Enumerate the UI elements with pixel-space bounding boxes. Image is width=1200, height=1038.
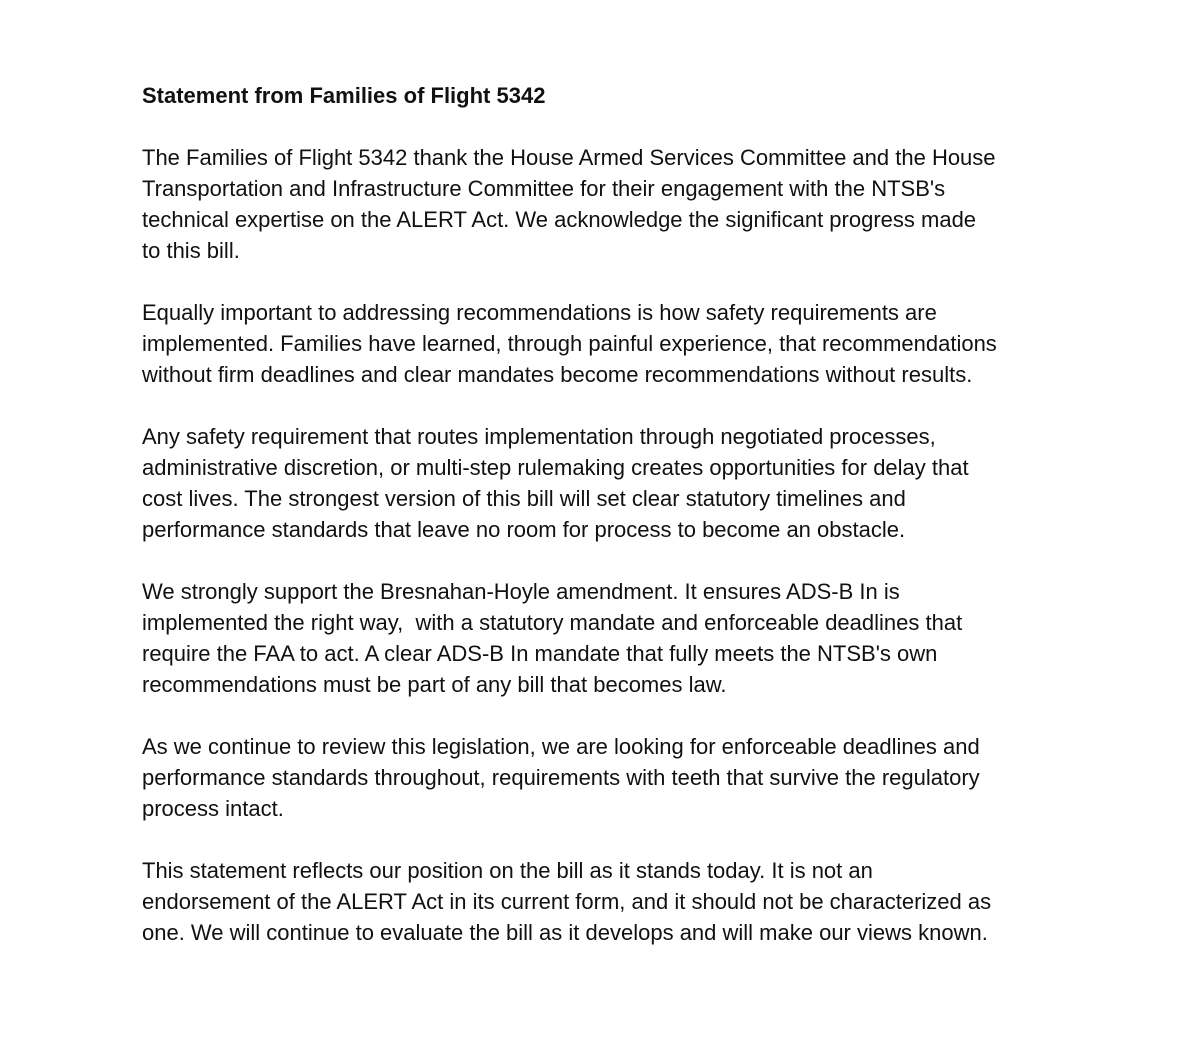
paragraph-line: Equally important to addressing recommendations is how safety requirements are (142, 300, 937, 325)
paragraph-line: As we continue to review this legislation, we are looking for enforceable deadlines and (142, 734, 980, 759)
paragraph-line: endorsement of the ALERT Act in its current form, and it should not be characterized as (142, 889, 992, 914)
paragraph-line: The Families of Flight 5342 thank the House Armed Services Committee and the House (142, 145, 996, 170)
paragraph-line: We strongly support the Bresnahan-Hoyle amendment. It ensures ADS-B In is (142, 579, 900, 604)
paragraph-5 (142, 731, 1072, 824)
paragraph-4 (142, 576, 1072, 700)
paragraph-line: Any safety requirement that routes implementation through negotiated processes, (142, 424, 936, 449)
paragraph-line: to this bill. (142, 238, 240, 263)
paragraph-6 (142, 855, 1072, 948)
paragraph-line: technical expertise on the ALERT Act. We acknowledge the significant progress made (142, 207, 977, 232)
paragraph-line: performance standards throughout, requirements with teeth that survive the regulatory (142, 765, 980, 790)
paragraph-line: performance standards that leave no room for process to become an obstacle. (142, 517, 906, 542)
statement-document (142, 80, 1072, 979)
paragraph-1 (142, 142, 1072, 266)
paragraph-line: implemented. Families have learned, through painful experience, that recommendations (142, 331, 997, 356)
paragraph-line: cost lives. The strongest version of this bill will set clear statutory timelines and (142, 486, 906, 511)
paragraph-line: process intact. (142, 796, 284, 821)
paragraph-2 (142, 297, 1072, 390)
paragraph-line: require the FAA to act. A clear ADS-B In mandate that fully meets the NTSB's own (142, 641, 938, 666)
paragraph-line: one. We will continue to evaluate the bill as it develops and will make our views known. (142, 920, 988, 945)
paragraph-line: Transportation and Infrastructure Committee for their engagement with the NTSB's (142, 176, 946, 201)
paragraph-line: implemented the right way, with a statutory mandate and enforceable deadlines that (142, 610, 963, 635)
paragraph-3 (142, 421, 1072, 545)
paragraph-line: recommendations must be part of any bill that becomes law. (142, 672, 727, 697)
paragraph-line: without firm deadlines and clear mandates become recommendations without results. (142, 362, 973, 387)
statement-title: Statement from Families of Flight 5342 (142, 83, 546, 108)
paragraph-line: This statement reflects our position on the bill as it stands today. It is not an (142, 858, 873, 883)
paragraph-line: administrative discretion, or multi-step rulemaking creates opportunities for delay that (142, 455, 969, 480)
